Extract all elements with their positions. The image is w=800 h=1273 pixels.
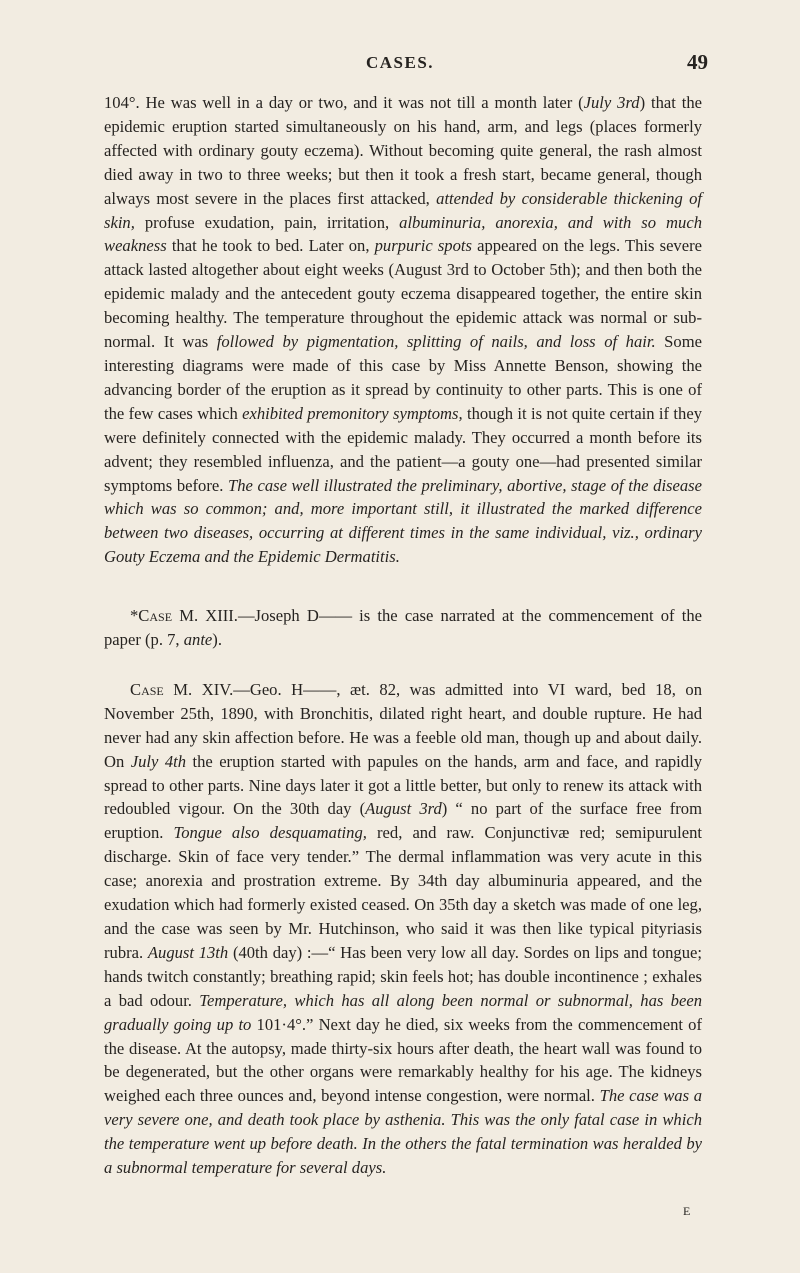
text-run: profuse exudation, pain, irritation, bbox=[134, 212, 400, 232]
text-run: ) that the epidemic eruption started simultaneously on his hand, arm, and legs (places formerly affected with ordinary gouty eczema). Without becoming quite general, the rash almost died away in two to three weeks; but then it took a fresh start, became general, though always most severe in the places first attacked, bbox=[104, 93, 703, 208]
italic-run: August 13th bbox=[147, 942, 229, 962]
text-run: M. XIII.—Joseph D—— is the case narrated at the commencement of the paper (p. 7, bbox=[104, 606, 702, 650]
paragraph-spacer bbox=[104, 569, 702, 604]
text-run: Some interesting diagrams were made of this case by Miss Annette Benson, showing the advancing border of the eruption as it spread by continuity to other parts. This is one of the few cases which bbox=[104, 332, 702, 423]
paragraph-case-m-xiv bbox=[104, 678, 702, 1180]
italic-run: The case well illustrated the preliminary, abortive, stage of the disease which was so common; and, more important still, it illustrated the marked difference between two diseases, occurring at different times in the same individual, viz., ordinary Gouty Eczema and the Epidemic Dermatitis. bbox=[104, 475, 702, 567]
text-run: M. XIV.—Geo. H——, æt. 82, was admitted into VI ward, bed 18, on November 25th, 1890, with Bronchitis, dilated right heart, and double rupture. He had never had any skin affection before. He was a feeble old man, though up and about daily. On bbox=[104, 679, 702, 771]
italic-run: The case was a very severe one, and death took place by asthenia. This was the only fatal case in which the temperature went up before death. In the others the fatal termination was heralded by a subnormal temperature for several days. bbox=[104, 1086, 702, 1178]
italic-run: attended by considerable thickening of skin, bbox=[104, 188, 702, 232]
italic-run: albuminuria, anorexia, and with so much weakness bbox=[104, 212, 702, 256]
page-number: 49 bbox=[687, 50, 708, 74]
italic-run: ante bbox=[183, 630, 213, 650]
case-label: Case bbox=[138, 606, 173, 626]
paragraph-spacer bbox=[104, 652, 702, 678]
italic-run: purpuric spots bbox=[374, 236, 472, 256]
text-run: the eruption started with papules on the hands, arm and face, and rapidly spread to other parts. Nine days later it got a little better, but only to renew its attack with redoubled vigour. On the 30th day ( bbox=[104, 751, 703, 819]
text-run: 101·4°.” Next day he died, six weeks from the commencement of the disease. At the autopsy, made thirty-six hours after death, the heart wall was found to be degenerated, but the other organs were remarkably healthy for his age. The kidneys weighed each three ounces and, beyond intense congestion, were normal. bbox=[104, 1014, 702, 1106]
text-run: red, and raw. Conjunctivæ red; semipurulent discharge. Skin of face very tender.” The dermal inflammation was very acute in this case; anorexia and prostration extreme. By 34th day albuminuria appeared, and the exudation which had formerly existed ceased. On 35th day a sketch was made of one leg, and the case was seen by Mr. Hutchinson, who said it was then like typical pityriasis rubra. bbox=[104, 823, 702, 962]
paragraph-case-continuation bbox=[104, 91, 702, 569]
italic-run: July 3rd bbox=[583, 93, 640, 112]
text-run: though it is not quite certain if they were definitely connected with the epidemic malady. They occurred a month before its advent; they resembled influenza, and the patient—a gouty one—had presented similar symptoms before. bbox=[104, 403, 702, 495]
body-text bbox=[104, 91, 702, 1180]
text-run: that he took to bed. Later on, bbox=[166, 236, 375, 256]
italic-run: exhibited premonitory symptoms, bbox=[242, 403, 463, 423]
italic-run: July 4th bbox=[130, 751, 187, 771]
text-run: (40th day) :—“ Has been very low all day. Sordes on lips and tongue; hands twitch constantly; breathing rapid; skin feels hot; has double incontinence ; exhales a bad odour. bbox=[104, 942, 702, 1010]
case-label: Case bbox=[130, 679, 164, 699]
italic-run: followed by pigmentation, splitting of nails, and loss of hair. bbox=[216, 332, 656, 352]
text-run: appeared on the legs. This severe attack lasted altogether about eight weeks (August 3rd to October 5th); and then both the epidemic malady and the antecedent gouty eczema disappeared together, the entire skin becoming healthy. The temperature throughout the epidemic attack was normal or sub-normal. It was bbox=[104, 236, 702, 352]
footnote-asterisk: * bbox=[130, 606, 139, 626]
text-run: ). bbox=[212, 630, 222, 650]
running-head: CASES. bbox=[365, 53, 435, 72]
italic-run: Temperature, which has all along been normal or subnormal, has been gradually going up to bbox=[104, 990, 702, 1034]
text-run: 104°. He was well in a day or two, and it was not till a month later ( bbox=[104, 93, 584, 112]
paragraph-case-m-xiii bbox=[104, 604, 702, 652]
text-run: ) “ no part of the surface free from eruption. bbox=[104, 799, 702, 843]
italic-run: Tongue also desquamating, bbox=[173, 823, 367, 843]
italic-run: August 3rd bbox=[365, 799, 442, 819]
signature-mark: E bbox=[683, 1204, 691, 1218]
